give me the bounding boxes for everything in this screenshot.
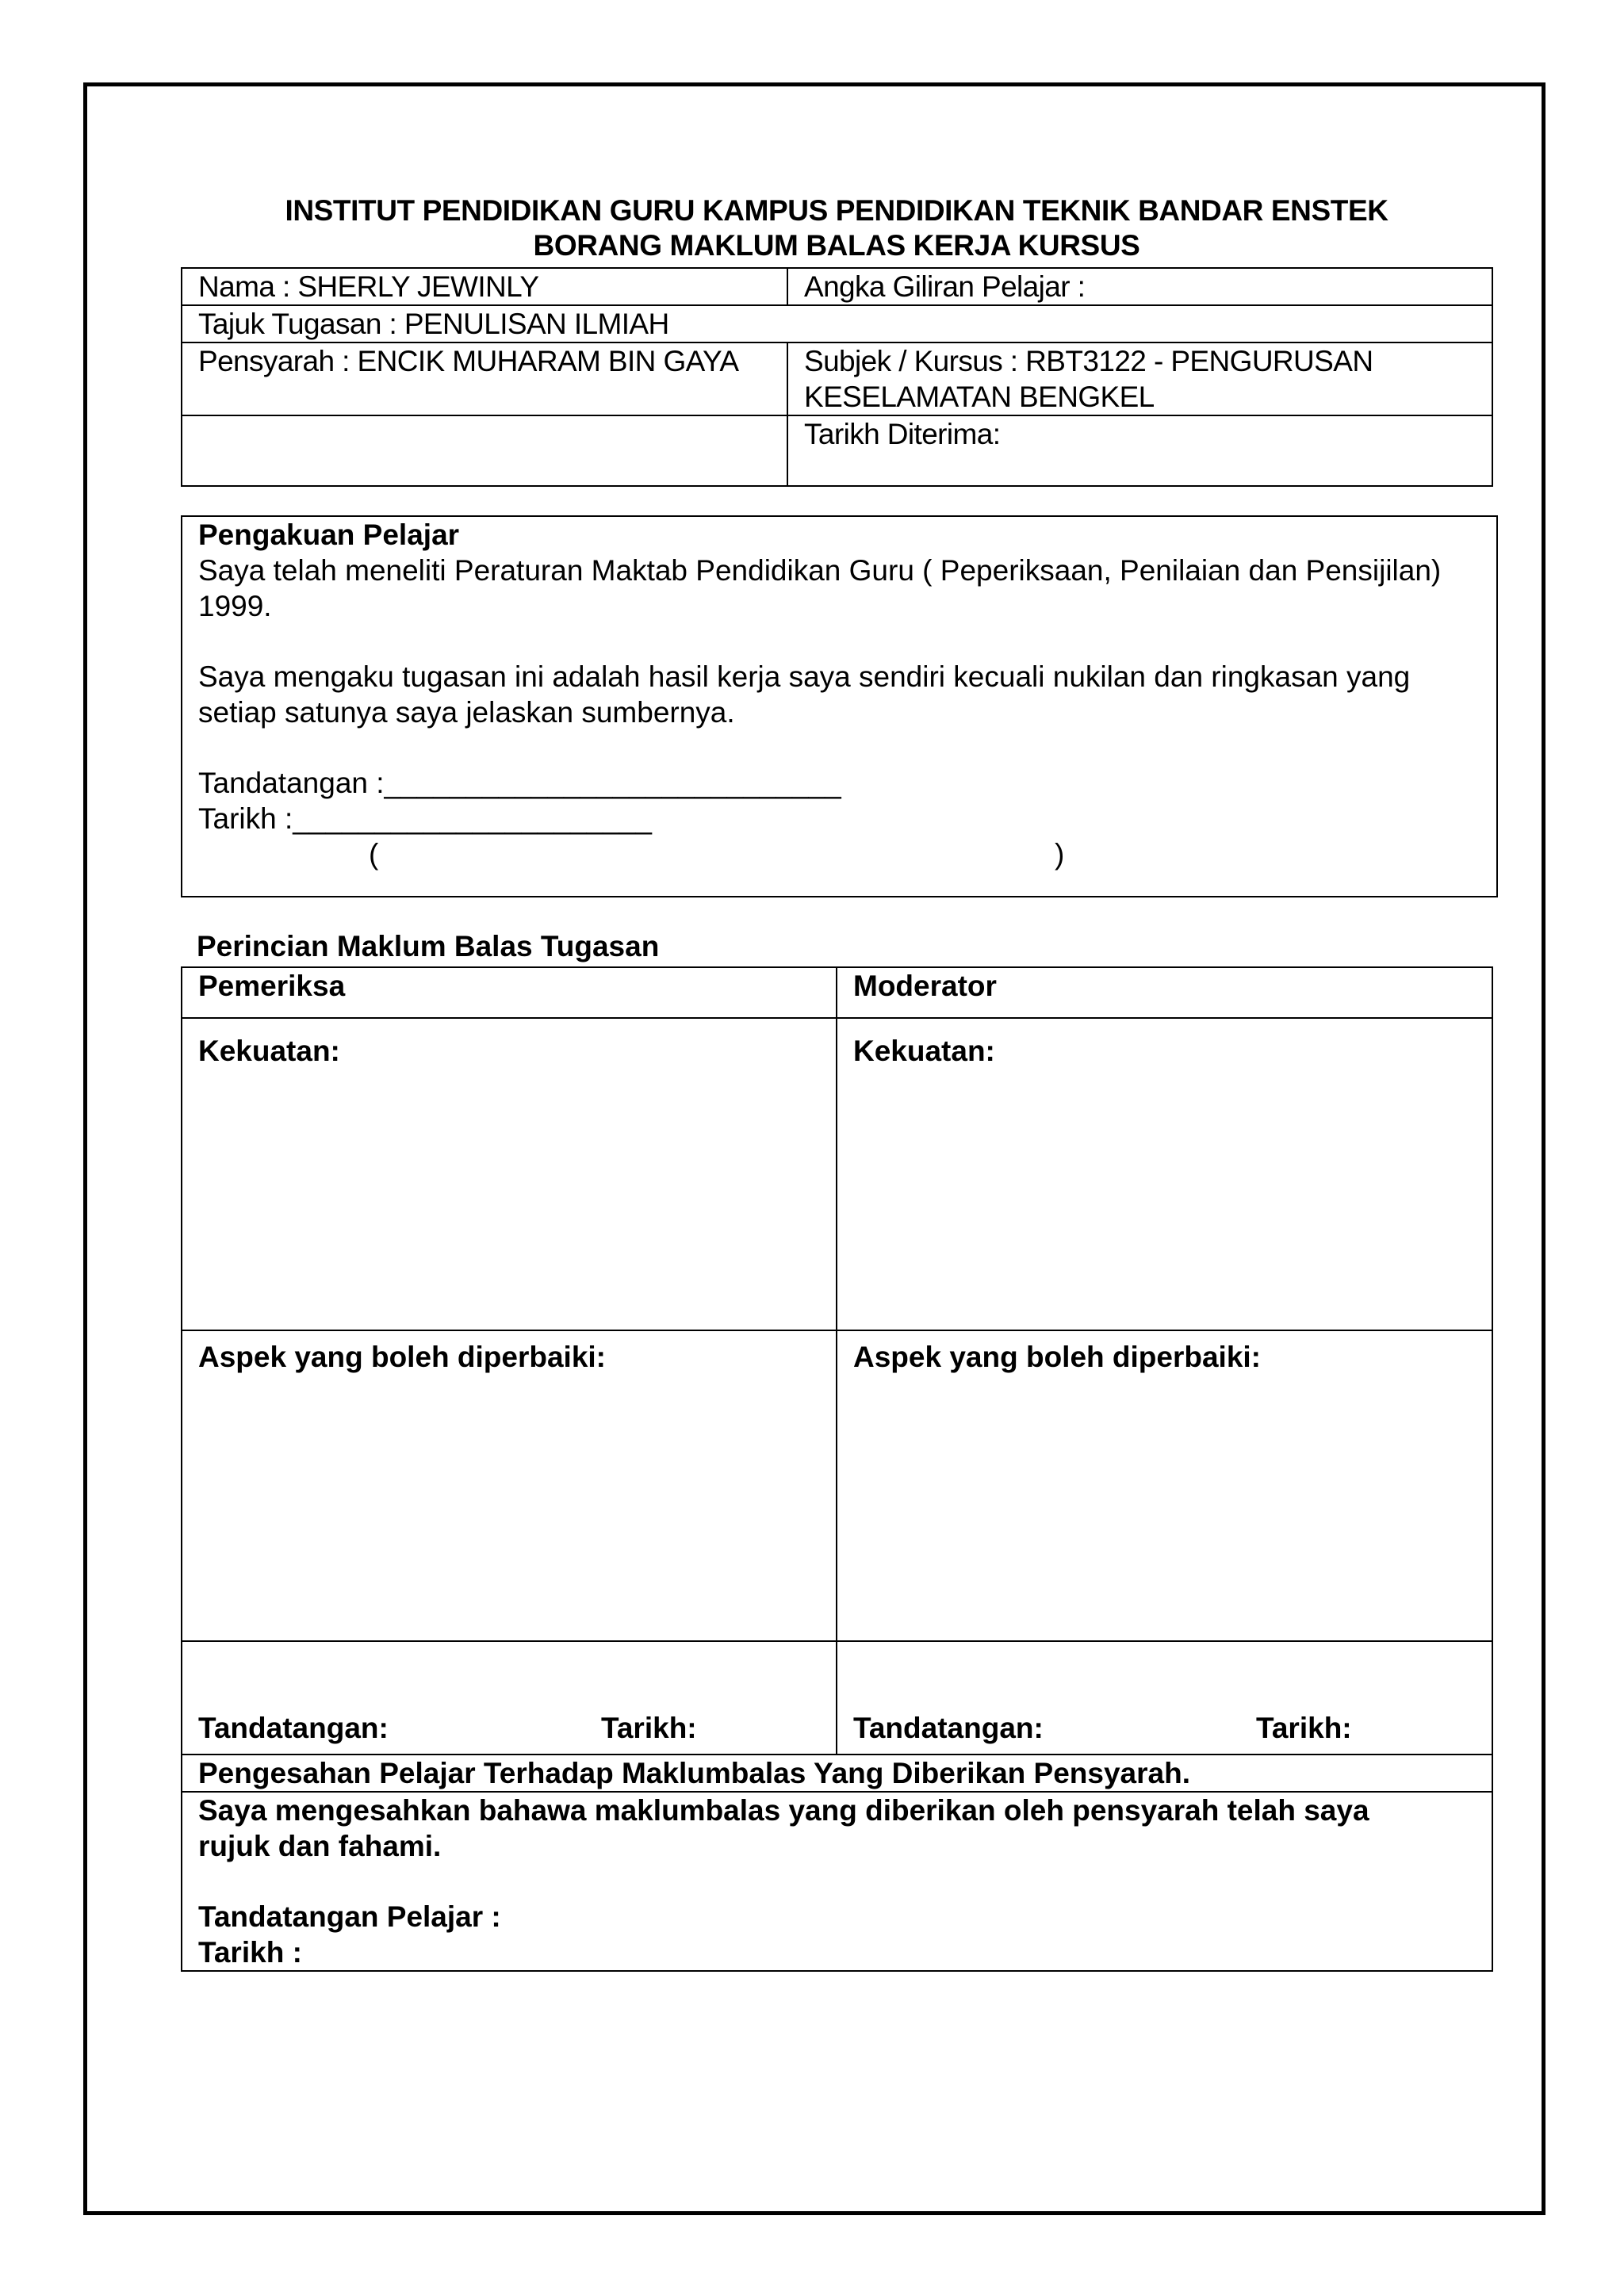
pengesahan-tarikh: Tarikh : bbox=[198, 1936, 302, 1969]
pemeriksa-kekuatan bbox=[182, 1018, 837, 1330]
pengesahan-tandatangan: Tandatangan Pelajar : bbox=[198, 1900, 501, 1933]
institute-title: INSTITUT PENDIDIKAN GURU KAMPUS PENDIDIKAN TEKNIK BANDAR ENSTEK bbox=[285, 194, 1388, 227]
kekuatan-label: Kekuatan: bbox=[853, 1035, 995, 1067]
empty-cell bbox=[182, 415, 787, 486]
pengesahan-line2: rujuk dan fahami. bbox=[198, 1830, 442, 1862]
pengesahan-line1: Saya mengesahkan bahawa maklumbalas yang diberikan oleh pensyarah telah saya bbox=[198, 1794, 1369, 1827]
paren-open: ( bbox=[369, 838, 379, 871]
subjek-line1: Subjek / Kursus : RBT3122 - PENGURUSAN bbox=[804, 345, 1373, 377]
pemeriksa-signature bbox=[182, 1641, 837, 1755]
subjek-cell bbox=[787, 342, 1492, 415]
paren-close: ) bbox=[1055, 838, 1065, 871]
pemeriksa-aspek bbox=[182, 1330, 837, 1641]
pemeriksa-header: Pemeriksa bbox=[182, 967, 837, 1018]
pensyarah-cell: Pensyarah : ENCIK MUHARAM BIN GAYA bbox=[182, 342, 787, 415]
nama-cell: Nama : SHERLY JEWINLY bbox=[182, 268, 787, 305]
aspek-label: Aspek yang boleh diperbaiki: bbox=[198, 1341, 607, 1373]
pengakuan-para2-line2: setiap satunya saya jelaskan sumbernya. bbox=[198, 696, 735, 729]
pengesahan-body bbox=[182, 1792, 1492, 1971]
pengesahan-heading: Pengesahan Pelajar Terhadap Maklumbalas Yang Diberikan Pensyarah. bbox=[182, 1755, 1492, 1792]
pengakuan-para1-line1: Saya telah meneliti Peraturan Maktab Pendidikan Guru ( Peperiksaan, Penilaian dan Pensijilan) bbox=[198, 554, 1442, 587]
aspek-label: Aspek yang boleh diperbaiki: bbox=[853, 1341, 1262, 1373]
tarikh-label: Tarikh: bbox=[601, 1712, 697, 1744]
pengakuan-para1-line2: 1999. bbox=[198, 590, 272, 622]
moderator-signature bbox=[837, 1641, 1492, 1755]
pengakuan-heading: Pengakuan Pelajar bbox=[198, 519, 460, 551]
moderator-aspek bbox=[837, 1330, 1492, 1641]
tandatangan-label: Tandatangan: bbox=[198, 1712, 389, 1744]
pengakuan-para2-line1: Saya mengaku tugasan ini adalah hasil kerja saya sendiri kecuali nukilan dan ringkasan yang bbox=[198, 660, 1411, 693]
tandatangan-label: Tandatangan: bbox=[853, 1712, 1044, 1744]
moderator-header: Moderator bbox=[837, 967, 1492, 1018]
pengakuan-box bbox=[181, 515, 1498, 897]
tajuk-cell: Tajuk Tugasan : PENULISAN ILMIAH bbox=[182, 305, 1492, 342]
tarikh-diterima-cell: Tarikh Diterima: bbox=[787, 415, 1492, 486]
moderator-kekuatan bbox=[837, 1018, 1492, 1330]
kekuatan-label: Kekuatan: bbox=[198, 1035, 340, 1067]
form-title: BORANG MAKLUM BALAS KERJA KURSUS bbox=[533, 229, 1140, 262]
angka-giliran-cell: Angka Giliran Pelajar : bbox=[787, 268, 1492, 305]
pengakuan-tarikh: Tarikh :______________________ bbox=[198, 802, 652, 835]
pengakuan-tandatangan: Tandatangan :____________________________ bbox=[198, 767, 841, 799]
perincian-heading: Perincian Maklum Balas Tugasan bbox=[197, 930, 660, 962]
tarikh-label: Tarikh: bbox=[1256, 1712, 1352, 1744]
student-info-table bbox=[181, 267, 1493, 487]
feedback-table bbox=[181, 966, 1493, 1972]
subjek-line2: KESELAMATAN BENGKEL bbox=[804, 381, 1155, 413]
